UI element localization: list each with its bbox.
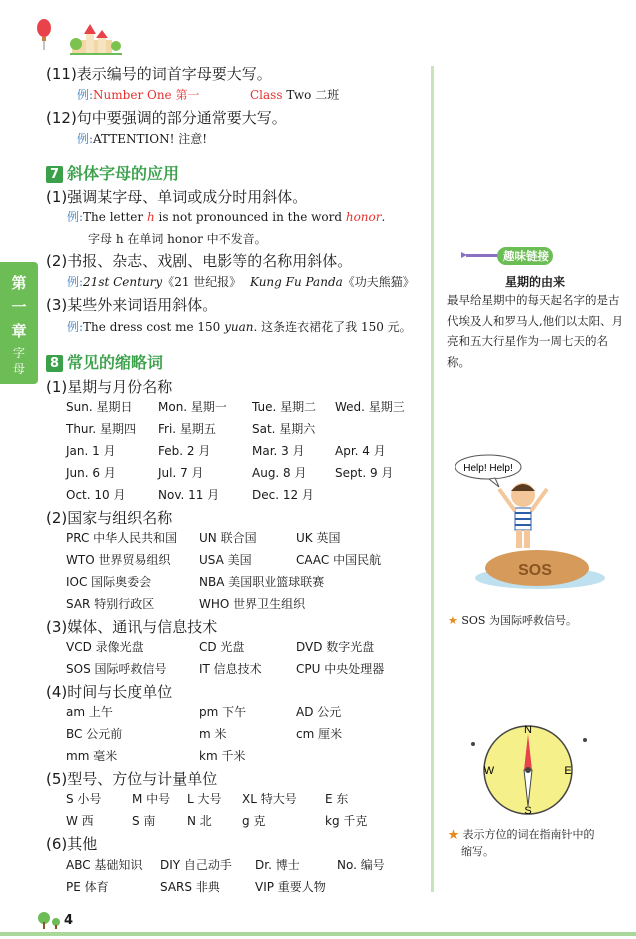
rule-7-3: (3)某些外来词语用斜体。 [46,296,218,314]
abbr-item: Aug. 8 月 [252,466,307,480]
example-highlight: Class [250,88,283,102]
example-7-2 [67,273,241,290]
chapter-char: 第 [11,274,27,292]
example-11 [77,86,199,103]
abbr-item: Jan. 1 月 [66,444,116,458]
castle-balloon-illustration [30,14,125,56]
tree-icon [36,910,62,930]
section-title: 斜体字母的应用 [67,164,180,183]
fun-link-title: 星期的由来 [504,275,565,289]
abbr-item: USA 美国 [199,553,252,567]
example-text: Kung Fu Panda [250,275,343,289]
chapter-side-tab [0,262,38,384]
abbr-item: PE 体育 [66,880,109,894]
island-sos-text: SOS [518,562,552,579]
abbr-item: E 东 [325,792,349,806]
example-text: The letter [83,210,147,224]
abbr-item: Nov. 11 月 [158,488,220,502]
subsection-3: (3)媒体、通讯与信息技术 [46,618,218,636]
chapter-char: 章 [11,322,27,340]
abbr-item: SARS 非典 [160,880,220,894]
example-label: 例: [67,320,84,334]
example-text: The dress cost me 150 [83,320,225,334]
abbr-item: Sat. 星期六 [252,422,316,436]
abbr-item: g 克 [242,814,266,828]
abbr-item: WHO 世界卫生组织 [199,597,306,611]
example-text: is not pronounced in the word [154,210,346,224]
abbr-item: SOS 国际呼救信号 [66,662,167,676]
abbr-item: S 小号 [66,792,102,806]
example-text: ATTENTION! 注意! [93,132,208,146]
abbr-item: Dr. 博士 [255,858,300,872]
abbr-item: UN 联合国 [199,531,257,545]
example-text: . [381,210,386,224]
abbr-item: Dec. 12 月 [252,488,314,502]
example-label: 例: [67,275,84,289]
example-text: 21st Century [83,275,163,289]
example-11b [250,86,339,103]
abbr-item: m 米 [199,727,227,741]
abbr-item: cm 厘米 [296,727,343,741]
abbr-item: CAAC 中国民航 [296,553,382,567]
compass-e: E [564,765,572,777]
example-7-2b [250,273,415,290]
abbr-item: M 中号 [132,792,171,806]
subsection-5: (5)型号、方位与计量单位 [46,770,218,788]
abbr-item: BC 公元前 [66,727,123,741]
rule-7-2: (2)书报、杂志、戏剧、电影等的名称用斜体。 [46,252,353,270]
abbr-item: XL 特大号 [242,792,297,806]
abbr-item: Sept. 9 月 [335,466,394,480]
example-text: . 这条连衣裙花了我 150 元。 [253,320,412,334]
example-7-3 [67,318,412,335]
compass-n: N [524,724,532,736]
abbr-item: km 千米 [199,749,246,763]
abbr-item: VCD 录像光盘 [66,640,144,654]
rule-11: (11)表示编号的词首字母要大写。 [46,65,272,83]
section-title: 常见的缩略词 [67,353,164,372]
abbr-item: CD 光盘 [199,640,245,654]
example-text: Two 二班 [282,88,340,102]
sos-note-text: SOS 为国际呼救信号。 [461,614,577,627]
example-highlight: honor [345,210,382,224]
abbr-item: pm 下午 [199,705,247,719]
example-12 [77,130,207,147]
star-icon: ★ [448,614,458,627]
abbr-item: Wed. 星期三 [335,400,405,414]
example-label: 例: [77,132,94,146]
sos-island-illustration [455,453,605,593]
example-7-1 [67,208,385,225]
example-label: 例: [77,88,94,102]
compass-s: S [524,805,532,817]
abbr-item: Apr. 4 月 [335,444,386,458]
fun-link-label: 趣味链接 [503,249,549,263]
subsection-6: (6)其他 [46,835,98,853]
abbr-item: Jul. 7 月 [158,466,204,480]
example-text: Number One 第一 [93,88,200,102]
abbr-item: am 上午 [66,705,113,719]
star-icon: ★ [448,828,459,841]
speech-text: Help! Help! [463,463,513,474]
subject-char: 字 [12,346,25,360]
abbr-item: PRC 中华人民共和国 [66,531,178,545]
abbr-item: Fri. 星期五 [158,422,216,436]
subsection-2: (2)国家与组织名称 [46,509,173,527]
abbr-item: DIY 自己动手 [160,858,232,872]
section-number: 8 [46,355,63,372]
abbr-item: Oct. 10 月 [66,488,126,502]
rule-12: (12)句中要强调的部分通常要大写。 [46,109,287,127]
example-text: yuan [224,320,254,334]
compass-note-cont: 缩写。 [461,845,494,858]
abbr-item: Mar. 3 月 [252,444,305,458]
subject-char: 母 [12,362,25,376]
abbr-item: Thur. 星期四 [66,422,137,436]
fun-link-body: 最早给星期中的每天起名字的是古代埃及人和罗马人,他们以太阳、月亮和五大行星作为一周七天的名称。 [447,293,624,369]
abbr-item: Mon. 星期一 [158,400,227,414]
example-label: 例: [67,210,84,224]
abbr-item: SAR 特别行政区 [66,597,155,611]
chapter-char: 一 [11,298,27,316]
abbr-item: IOC 国际奥委会 [66,575,152,589]
abbr-item: N 北 [187,814,212,828]
page-number: 4 [64,913,74,928]
compass-note-text: 表示方位的词在指南针中的 [462,828,595,841]
sos-note [448,612,577,628]
subsection-1: (1)星期与月份名称 [46,378,173,396]
abbr-item: Tue. 星期二 [252,400,317,414]
section-number: 7 [46,166,63,183]
section-7-heading [46,161,179,184]
abbr-item: DVD 数字光盘 [296,640,375,654]
section-8-heading [46,350,163,373]
abbr-item: Sun. 星期日 [66,400,133,414]
abbr-item: AD 公元 [296,705,342,719]
bottom-rule [0,932,636,936]
abbr-item: NBA 美国职业篮球联赛 [199,575,325,589]
column-divider [431,66,434,892]
abbr-item: kg 千克 [325,814,368,828]
compass-note [448,826,595,842]
compass-illustration [465,722,595,818]
abbr-item: S 南 [132,814,156,828]
abbr-item: Jun. 6 月 [66,466,116,480]
abbr-item: IT 信息技术 [199,662,262,676]
compass-w: W [483,765,495,777]
example-highlight: h [146,210,155,224]
abbr-item: UK 英国 [296,531,341,545]
rule-7-1: (1)强调某字母、单词或成分时用斜体。 [46,188,308,206]
subsection-4: (4)时间与长度单位 [46,683,173,701]
example-text: 《功夫熊猫》 [342,275,415,289]
abbr-item: W 西 [66,814,94,828]
abbr-item: Feb. 2 月 [158,444,211,458]
abbr-item: WTO 世界贸易组织 [66,553,171,567]
abbr-item: L 大号 [187,792,222,806]
abbr-item: mm 毫米 [66,749,118,763]
fun-link-badge [457,246,553,266]
abbr-item: CPU 中央处理器 [296,662,385,676]
abbr-item: VIP 重要人物 [255,880,326,894]
example-text: 《21 世纪报》 [162,275,242,289]
abbr-item: No. 编号 [337,858,385,872]
example-7-1-translation: 字母 h 在单词 honor 中不发音。 [88,232,267,246]
abbr-item: ABC 基础知识 [66,858,143,872]
